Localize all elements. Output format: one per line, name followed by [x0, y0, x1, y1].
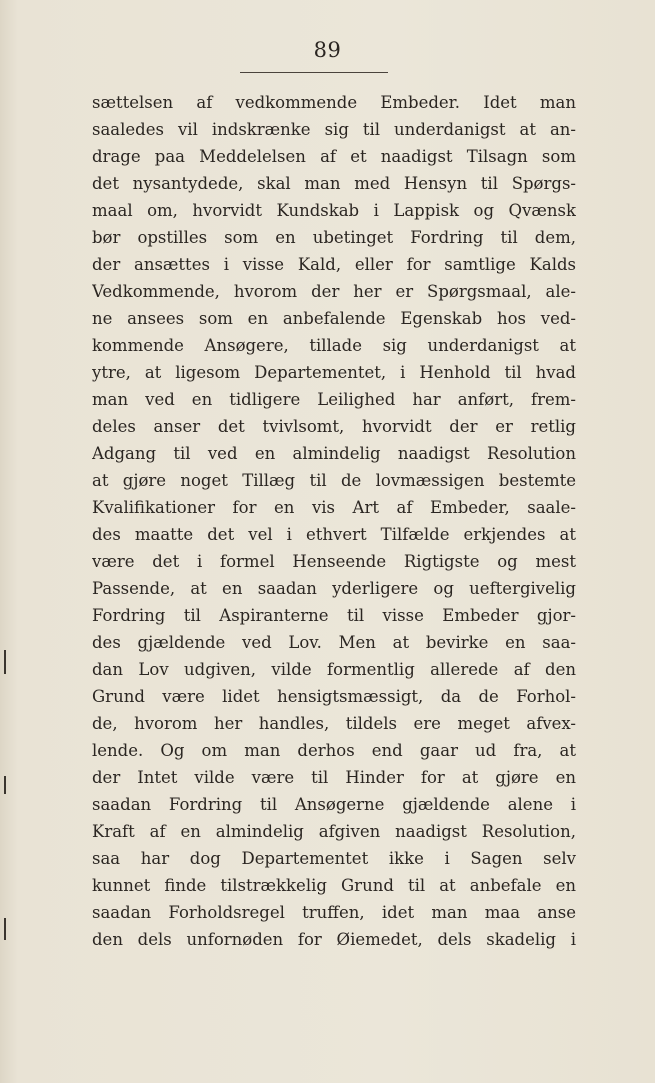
- text-line: man ved en tidligere Leilighed har anført, frem-: [92, 390, 576, 409]
- text-line: Kraft af en almindelig afgiven naadigst Resolution,: [92, 822, 576, 841]
- text-line: saa har dog Departementet ikke i Sagen selv: [92, 849, 576, 868]
- text-line: lende. Og om man derhos end gaar ud fra, at: [92, 741, 576, 760]
- text-line: være det i formel Henseende Rigtigste og mest: [92, 552, 576, 571]
- margin-mark: [4, 918, 6, 940]
- text-line: saadan Forholdsregel truffen, idet man maa anse: [92, 903, 576, 922]
- text-line: des gjældende ved Lov. Men at bevirke en saa-: [92, 633, 576, 652]
- text-line: deles anser det tvivlsomt, hvorvidt der er retlig: [92, 417, 576, 436]
- text-line: sættelsen af vedkommende Embeder. Idet man: [92, 93, 576, 112]
- text-line: Vedkommende, hvorom der her er Spørgsmaal, ale-: [92, 282, 576, 301]
- text-line: ne ansees som en anbefalende Egenskab hos ved-: [92, 309, 576, 328]
- text-line: Grund være lidet hensigtsmæssigt, da de Forhol-: [92, 687, 576, 706]
- text-line: at gjøre noget Tillæg til de lovmæssigen bestemte: [92, 471, 576, 490]
- text-line: de, hvorom her handles, tildels ere meget afvex-: [92, 714, 576, 733]
- text-line: saaledes vil indskrænke sig til underdanigst at an-: [92, 120, 576, 139]
- margin-mark: [4, 776, 6, 794]
- text-line: des maatte det vel i ethvert Tilfælde erkjendes at: [92, 525, 576, 544]
- text-line: der Intet vilde være til Hinder for at gjøre en: [92, 768, 576, 787]
- text-line: Adgang til ved en almindelig naadigst Resolution: [92, 444, 576, 463]
- margin-mark: [4, 650, 6, 674]
- text-line: kunnet finde tilstrækkelig Grund til at anbefale en: [92, 876, 576, 895]
- header-rule: [240, 72, 388, 73]
- text-line: ytre, at ligesom Departementet, i Henhold til hvad: [92, 363, 576, 382]
- text-line: der ansættes i visse Kald, eller for samtlige Kalds: [92, 255, 576, 274]
- text-line: dan Lov udgiven, vilde formentlig allerede af den: [92, 660, 576, 679]
- text-line: saadan Fordring til Ansøgerne gjældende alene i: [92, 795, 576, 814]
- text-line: den dels unfornøden for Øiemedet, dels skadelig i: [92, 930, 576, 949]
- text-line: Passende, at en saadan yderligere og ueftergivelig: [92, 579, 576, 598]
- text-line: Kvalifikationer for en vis Art af Embeder, saale-: [92, 498, 576, 517]
- text-line: bør opstilles som en ubetinget Fordring til dem,: [92, 228, 576, 247]
- text-line: kommende Ansøgere, tillade sig underdanigst at: [92, 336, 576, 355]
- body-text: [92, 89, 576, 953]
- page-number: 89: [313, 38, 342, 62]
- text-line: drage paa Meddelelsen af et naadigst Tilsagn som: [92, 147, 576, 166]
- text-line: maal om, hvorvidt Kundskab i Lappisk og Qvænsk: [92, 201, 576, 220]
- text-line: Fordring til Aspiranterne til visse Embeder gjor-: [92, 606, 576, 625]
- text-line: det nysantydede, skal man med Hensyn til Spørgs-: [92, 174, 576, 193]
